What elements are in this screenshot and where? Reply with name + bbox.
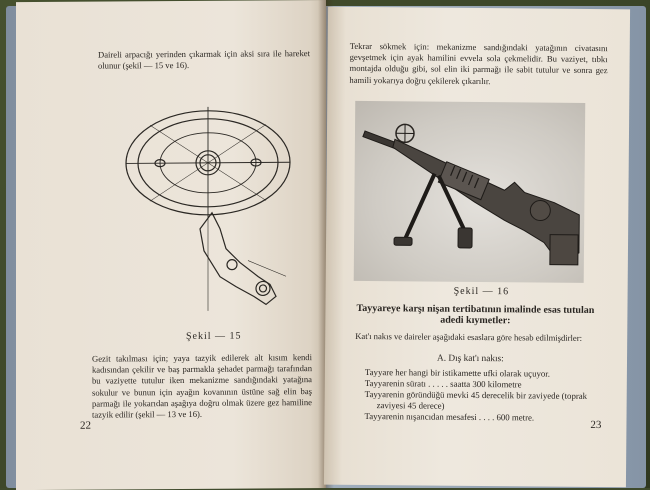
right-page: [324, 7, 630, 488]
right-figure-caption: Şekil — 16: [454, 286, 510, 297]
machine-gun-photo: [354, 101, 586, 283]
left-page-number: 22: [80, 420, 91, 432]
machine-gun-illustration: [354, 101, 586, 283]
spec-line: Tayyarenin göründüğü mevki 45 derecelik bir zaviyede (toprak: [365, 389, 587, 401]
right-paragraph: Kat'ı nakıs ve daireler aşağıdaki esaslara göre hesab edilmişdirler:: [355, 331, 605, 344]
spec-line: zaviyesi 45 derece): [377, 400, 445, 411]
sight-diagram: [108, 100, 308, 321]
left-figure-caption: Şekil — 15: [186, 331, 242, 342]
left-paragraph: Gezit takılması için; yaya tazyik edilerek alt kısım kendi kadısından çekilir ve baş parmakla şehadet parmağı tarafından bu vaziyette tutulur iken mekanizme sandığındaki yatağına sokulur ve bunun için ayağın kovanının üstüne sağ elin baş parmağı ile yokarıdan aşağıya doğru olmak üzere gez hamiline tazyik edilir (şekil — 13 ve 16).: [92, 352, 312, 421]
right-intro-text: Tekrar sökmek için: mekanizme sandığındaki yatağının civatasını gevşetmek için ayak hamilini evvela sola çekmelidir. Bu vaziyet, tıbkı montajda olduğu gibi, sol elin iki parmağı ile sabit tutulur ve sonra gez hamili yokarıya doğru çekilerek çıkarılır.: [349, 41, 607, 88]
spec-line: Tayyarenin nışancıdan mesafesi . . . . 600 metre.: [364, 411, 534, 422]
spec-line: Tayyarenin süratı . . . . . saatta 300 kilometre: [365, 378, 522, 389]
section-heading: Tayyareye karşı nişan tertibatının imalinde esas tutulan adedi kıymetler:: [355, 303, 595, 327]
left-intro-text: Daireli arpacığı yerinden çıkarmak için aksi sıra ile hareket olunur (şekil — 15 ve 16).: [98, 48, 310, 72]
left-page: [16, 0, 326, 490]
right-page-number: 23: [590, 419, 601, 431]
spec-line: Tayyare her hangi bir istikamette ufki olarak uçuyor.: [365, 367, 550, 379]
subheading: A. Dış kat'ı nakıs:: [437, 354, 504, 365]
